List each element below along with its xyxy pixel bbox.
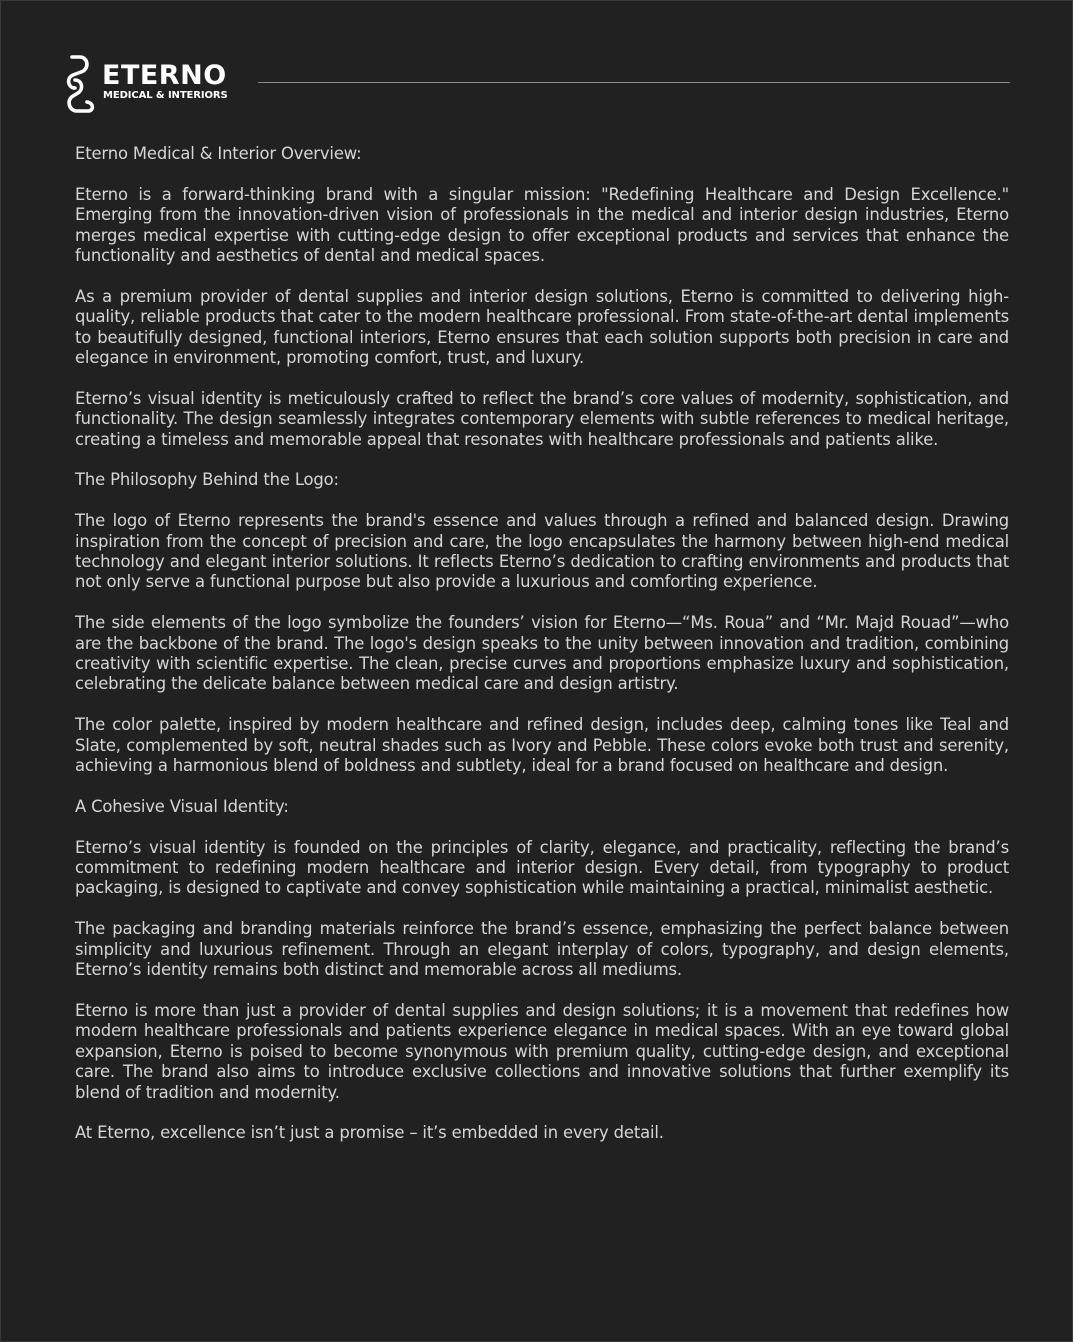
document-body xyxy=(75,144,1009,1144)
brand-tagline: MEDICAL & INTERIORS xyxy=(103,90,228,101)
philosophy-paragraph-logo: The logo of Eterno represents the brand's essence and values through a refined and balanced design. Drawing inspiration from the concept of precision and care, the logo encapsulates the harmony between high-end medical technology and elegant interior solutions. It reflects Eterno’s dedication to crafting environments and products that not only serve a functional purpose but also provide a luxurious and comforting experience. xyxy=(75,511,1009,592)
overview-paragraph-visual-identity: Eterno’s visual identity is meticulously crafted to reflect the brand’s core values of modernity, sophistication, and functionality. The design seamlessly integrates contemporary elements with subtle references to medical heritage, creating a timeless and memorable appeal that resonates with healthcare professionals and patients alike. xyxy=(75,388,1009,449)
identity-heading: A Cohesive Visual Identity: xyxy=(75,796,289,816)
philosophy-paragraph-founders: The side elements of the logo symbolize the founders’ vision for Eterno—“Ms. Roua” and “Mr. Majd Rouad”—who are the backbone of the brand. The logo's design speaks to the unity between innovation and tradition, combining creativity with scientific expertise. The clean, precise curves and proportions emphasize luxury and sophistication, celebrating the delicate balance between medical care and design artistry. xyxy=(75,613,1009,694)
identity-paragraph-principles: Eterno’s visual identity is founded on the principles of clarity, elegance, and practicality, reflecting the brand’s commitment to redefining modern healthcare and interior design. Every detail, from typography to product packaging, is designed to captivate and convey sophistication while maintaining a practical, minimalist aesthetic. xyxy=(75,837,1009,898)
document-header xyxy=(66,52,1010,116)
philosophy-heading: The Philosophy Behind the Logo: xyxy=(75,470,339,490)
brand-name: ETERNO xyxy=(102,60,227,91)
overview-paragraph-provider: As a premium provider of dental supplies and interior design solutions, Eterno is committed to delivering high-quality, reliable products that cater to the modern healthcare professional. From state-of-the-art dental implements to beautifully designed, functional interiors, Eterno ensures that each solution supports both precision in care and elegance in environment, promoting comfort, trust, and luxury. xyxy=(75,286,1009,368)
brand-logo xyxy=(66,52,246,116)
identity-paragraph-movement: Eterno is more than just a provider of dental supplies and design solutions; it is a movement that redefines how modern healthcare professionals and patients experience elegance in medical spaces. With an eye toward global expansion, Eterno is poised to become synonymous with premium quality, cutting-edge design, and exceptional care. The brand also aims to introduce exclusive collections and innovative solutions that further exemplify its blend of tradition and modernity. xyxy=(75,1000,1009,1102)
header-divider xyxy=(258,82,1010,83)
closing-line: At Eterno, excellence isn’t just a promise – it’s embedded in every detail. xyxy=(75,1123,664,1143)
overview-paragraph-mission: Eterno is a forward-thinking brand with a singular mission: "Redefining Healthcare and Design Excellence." Emerging from the innovation-driven vision of professionals in the medical and interior design industries, Eterno merges medical expertise with cutting-edge design to offer exceptional products and services that enhance the functionality and aesthetics of dental and medical spaces. xyxy=(75,184,1009,266)
identity-paragraph-packaging: The packaging and branding materials reinforce the brand’s essence, emphasizing the perfect balance between simplicity and luxurious refinement. Through an elegant interplay of colors, typography, and design elements, Eterno’s identity remains both distinct and memorable across all mediums. xyxy=(75,919,1009,980)
overview-heading: Eterno Medical & Interior Overview: xyxy=(75,144,362,163)
eterno-logo-mark-icon xyxy=(66,52,96,116)
philosophy-paragraph-palette: The color palette, inspired by modern healthcare and refined design, includes deep, calming tones like Teal and Slate, complemented by soft, neutral shades such as Ivory and Pebble. These colors evoke both trust and serenity, achieving a harmonious blend of boldness and subtlety, ideal for a brand focused on healthcare and design. xyxy=(75,715,1009,776)
